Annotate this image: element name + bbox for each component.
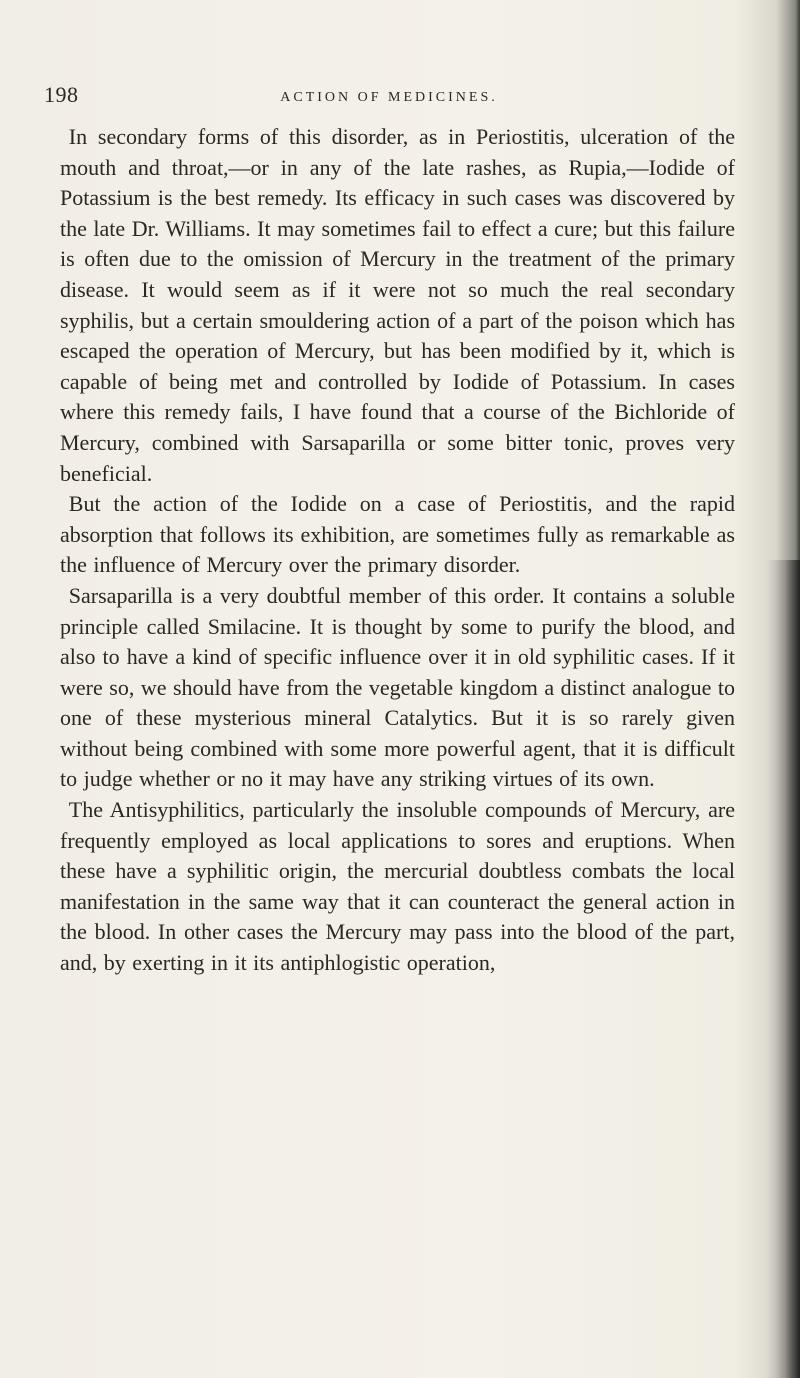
paragraph-iodide-action: But the action of the Iodide on a case of Periostitis, and the rapid absorption that follows its exhibition, are sometimes fully as remarkable as the influence of Mercury over the primary disorder.: [60, 491, 735, 578]
paragraph-antisyphilitics: The Antisyphilitics, particularly the insoluble compounds of Mercury, are frequently employed as local applications to sores and eruptions. When these have a syphilitic origin, the mercurial doubtless combats the local manifestation in the same way that it can counteract the general action in the blood. In other cases the Mercury may pass into the blood of the part, and, by exerting in it its antiphlogistic operation,: [60, 797, 735, 976]
body-text: [60, 122, 735, 979]
running-head: ACTION OF MEDICINES.: [280, 90, 498, 105]
page-edge-shadow: [766, 560, 800, 1378]
paragraph-secondary-forms: In secondary forms of this disorder, as in Periostitis, ulceration of the mouth and throat,—or in any of the late rashes, as Rupia,—Iodide of Potassium is the best remedy. Its efficacy in such cases was discovered by the late Dr. Williams. It may sometimes fail to effect a cure; but this failure is often due to the omission of Mercury in the treatment of the primary disease. It would seem as if it were not so much the real secondary syphilis, but a certain smouldering action of a part of the poison which has escaped the operation of Mercury, but has been modified by it, which is capable of being met and controlled by Iodide of Potassium. In cases where this remedy fails, I have found that a course of the Bichloride of Mercury, combined with Sarsaparilla or some bitter tonic, proves very beneficial.: [60, 124, 735, 486]
page-header: [44, 82, 734, 112]
paragraph-sarsaparilla: Sarsaparilla is a very doubtful member of this order. It contains a soluble principle called Smilacine. It is thought by some to purify the blood, and also to have a kind of specific influence over it in old syphilitic cases. If it were so, we should have from the vegetable kingdom a distinct analogue to one of these mysterious mineral Catalytics. But it is so rarely given without being combined with some more powerful agent, that it is difficult to judge whether or no it may have any striking virtues of its own.: [60, 582, 735, 792]
page-number: 198: [44, 82, 79, 107]
